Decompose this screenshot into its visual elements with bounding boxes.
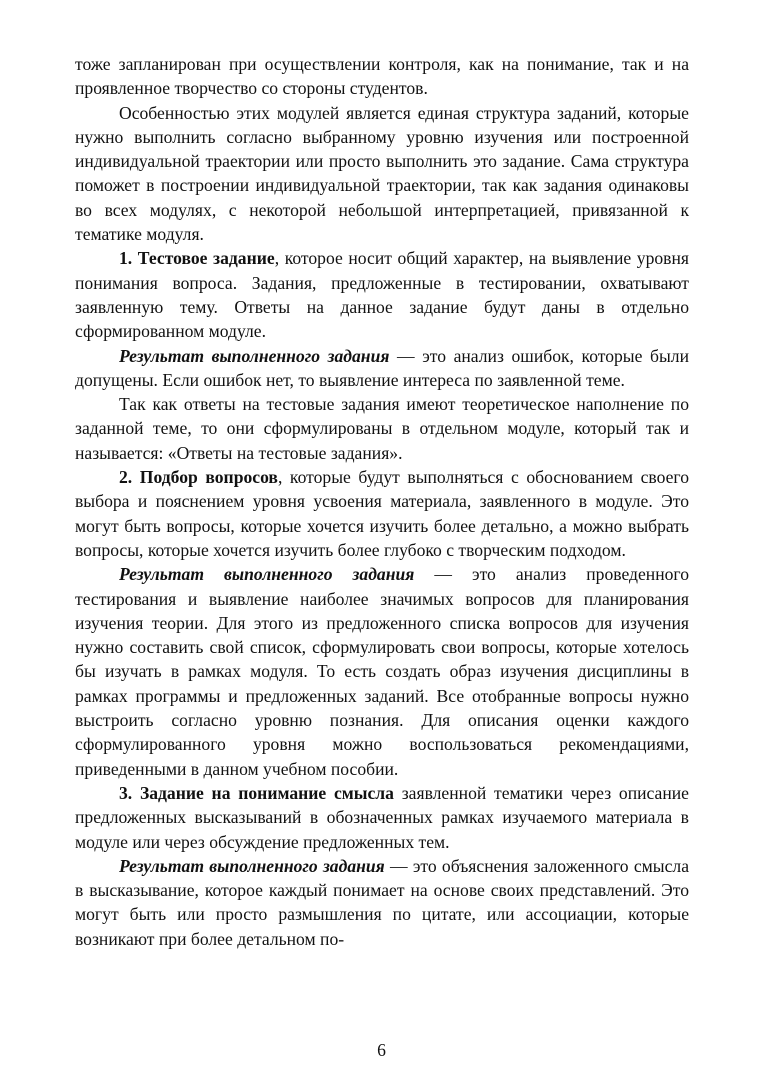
paragraph-test-answers: Так как ответы на тестовые задания имеют теоретическое наполнение по заданной теме, то они сформулированы в отдельном модуле, который так и называется: «Ответы на тестовые задания». (75, 394, 689, 463)
paragraph-task-3: 3. Задание на понимание смысла заявленной тематики через описание предложенных высказываний в обозначенных рамках изучаемого материала в модуле или через обсуждение предложенных тем. (75, 782, 689, 852)
page-body (75, 52, 689, 951)
paragraph-task-2: 2. Подбор вопросов, которые будут выполняться с обоснованием своего выбора и пояснением уровня усвоения материала, заявленного в модуле. Это могут быть вопросы, которые хочется изучить более детально, а можно выбрать вопросы, которые хочется изучить более глубоко с творческим подходом. (75, 467, 689, 560)
page-number: 6 (377, 1040, 386, 1060)
paragraph-result-3: Результат выполненного задания — это объяснения заложенного смысла в высказывание, которое каждый понимает на основе своих представлений. Это могут быть или просто размышления по цитате, или ассоциации, которые возникают при более детальном по- (75, 855, 689, 949)
result-heading: Результат выполненного задания (119, 345, 390, 366)
task-1-heading: 1. Тестовое задание (119, 248, 275, 269)
paragraph-task-1: 1. Тестовое задание, которое носит общий характер, на выявление уровня понимания вопроса. Задания, предложенные в тестировании, охватывают заявленную тему. Ответы на данное задание будут даны в отдельно сформированном модуле. (75, 248, 689, 342)
result-heading: Результат выполненного задания (119, 564, 415, 585)
paragraph-module-structure: Особенностью этих модулей является единая структура заданий, которые нужно выполнить согласно выбранному уровню изучения или построенной индивидуальной траектории или просто выполнить это задание. Сама структура поможет в построении индивидуальной траектории, так как задания одинаковы во всех модулях, с некоторой небольшой интерпретацией, привязанной к тематике модуля. (75, 102, 689, 245)
paragraph-result-1: Результат выполненного задания — это анализ ошибок, которые были допущены. Если ошибок нет, то выявление интереса по заявленной теме. (75, 345, 689, 390)
task-3-heading: 3. Задание на понимание смысла (119, 782, 394, 803)
task-2-heading: 2. Подбор вопросов (119, 467, 278, 488)
paragraph-continuation: тоже запланирован при осуществлении контроля, как на понимание, так и на проявленное творчество со стороны студентов. (75, 54, 689, 99)
result-heading: Результат выполненного задания (119, 855, 385, 876)
paragraph-result-2: Результат выполненного задания — это анализ проведенного тестирования и выявление наиболее значимых вопросов для планирования изучения теории. Для этого из предложенного списка вопросов для изучения нужно составить свой список, сформулировать свои вопросы, которые хотелось бы изучать в рамках модуля. То есть создать образ изучения дисциплины в рамках программы и предложенных заданий. Все отобранные вопросы нужно выстроить согласно уровню познания. Для описания оценки каждого сформулированного уровня можно воспользоваться рекомендациями, приведенными в данном учебном пособии. (75, 564, 689, 779)
